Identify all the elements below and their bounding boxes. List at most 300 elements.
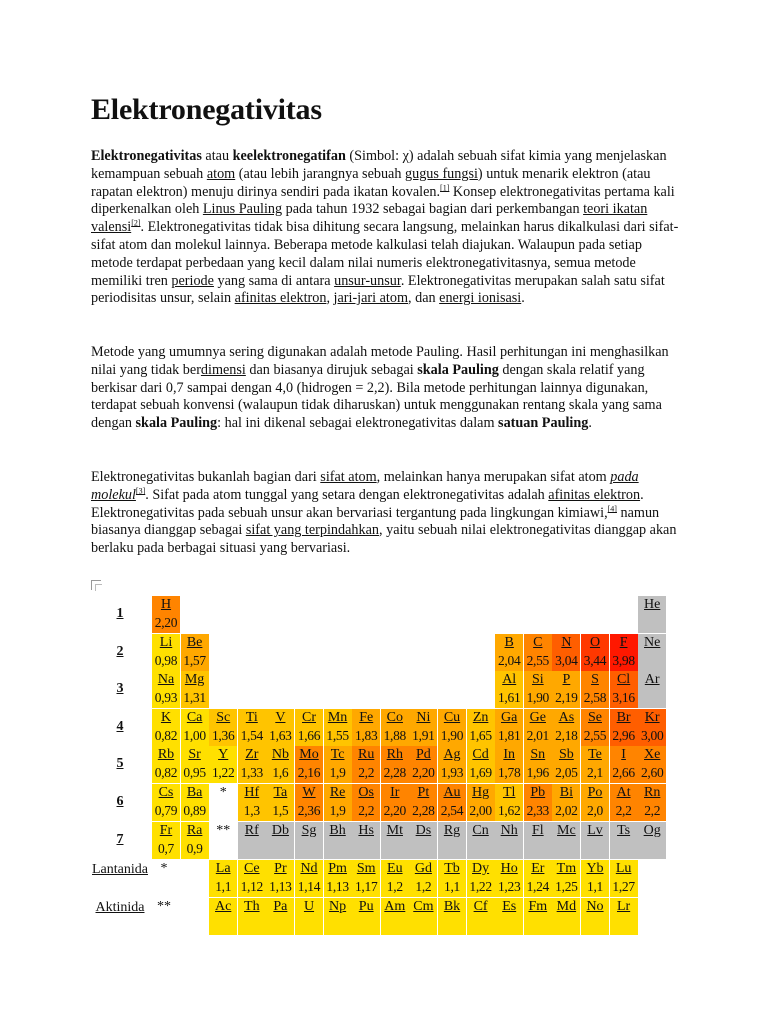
electronegativity-value: 1,88 — [383, 727, 407, 743]
element-cell[interactable] — [381, 784, 409, 821]
element-cell[interactable] — [610, 784, 638, 821]
link-pada-molekul[interactable]: pada molekul — [91, 469, 639, 503]
link-energi-ionisasi[interactable]: energi ionisasi — [439, 290, 522, 307]
electronegativity-value: 2,60 — [640, 765, 664, 781]
link-sifat-atom[interactable]: sifat atom — [320, 469, 377, 485]
element-symbol[interactable]: O — [589, 634, 601, 650]
element-cell[interactable] — [209, 898, 237, 935]
electronegativity-value: 2,66 — [612, 765, 635, 781]
element-cell[interactable] — [467, 860, 495, 897]
actinide-label[interactable]: Aktinida — [95, 899, 145, 915]
element-cell[interactable] — [524, 860, 552, 897]
electronegativity-value: 2,36 — [297, 803, 321, 818]
element-cell[interactable] — [610, 746, 638, 783]
element-symbol[interactable]: Ra — [186, 822, 203, 838]
element-cell[interactable] — [552, 822, 580, 859]
element-symbol[interactable]: Pd — [415, 747, 431, 763]
element-cell[interactable] — [381, 746, 409, 783]
element-cell[interactable] — [352, 784, 380, 821]
element-symbol[interactable]: No — [586, 898, 604, 914]
electronegativity-value: 1,63 — [269, 727, 292, 743]
period-label[interactable]: 2 — [116, 643, 124, 659]
text: . Elektronegativitas pada sebuah unsur akan bervariasi tergantung pada lingkungan kimiawi, — [91, 486, 644, 521]
element-symbol[interactable]: He — [644, 597, 661, 612]
element-symbol[interactable]: W — [302, 785, 316, 800]
element-symbol[interactable]: Si — [531, 672, 544, 688]
element-symbol[interactable]: Ta — [273, 785, 288, 800]
element-symbol[interactable]: Mc — [557, 822, 576, 838]
electronegativity-value: 2,00 — [469, 803, 492, 818]
element-symbol[interactable]: Tb — [444, 861, 460, 876]
element-cell[interactable] — [438, 860, 466, 897]
element-cell[interactable] — [381, 709, 409, 746]
electronegativity-value: 0,9 — [186, 840, 203, 856]
element-cell[interactable] — [295, 709, 323, 746]
element-symbol[interactable]: Ir — [390, 785, 400, 800]
element-cell[interactable] — [181, 671, 209, 708]
element-cell[interactable] — [324, 898, 352, 935]
element-symbol[interactable]: Db — [271, 822, 289, 838]
element-cell[interactable] — [209, 746, 237, 783]
element-symbol[interactable]: Dy — [472, 861, 490, 876]
link-dimensi[interactable]: dimensi — [200, 361, 246, 378]
element-cell[interactable] — [638, 596, 666, 633]
element-cell[interactable] — [409, 898, 437, 935]
element-cell[interactable] — [495, 634, 523, 671]
link-afinitas-elektron[interactable]: afinitas elektron — [234, 290, 327, 307]
electronegativity-value: 1,27 — [612, 879, 635, 894]
electronegativity-value: 2,2 — [644, 803, 661, 818]
element-symbol[interactable]: Fl — [531, 822, 544, 838]
element-symbol[interactable]: Np — [329, 898, 347, 914]
element-symbol[interactable]: Ar — [644, 672, 660, 688]
element-cell[interactable] — [495, 671, 523, 708]
electronegativity-value: 1,24 — [526, 879, 550, 894]
element-cell[interactable] — [438, 784, 466, 821]
element-cell[interactable] — [552, 671, 580, 708]
element-cell[interactable] — [181, 822, 209, 859]
element-cell[interactable] — [610, 898, 638, 935]
element-cell[interactable] — [152, 596, 180, 633]
element-cell[interactable] — [467, 898, 495, 935]
bold-term: skala Pauling — [417, 361, 499, 378]
element-symbol[interactable]: I — [621, 747, 626, 763]
element-symbol[interactable]: Sc — [216, 709, 231, 725]
element-cell[interactable] — [495, 898, 523, 935]
element-cell[interactable] — [409, 746, 437, 783]
lanthanide-label[interactable]: Lantanida — [92, 862, 148, 877]
element-cell[interactable] — [409, 822, 437, 859]
table-toggle-icon[interactable] — [91, 580, 101, 590]
element-symbol[interactable]: Sg — [301, 822, 317, 838]
electronegativity-value: 1,13 — [326, 879, 349, 894]
electronegativity-value: 2,04 — [497, 652, 521, 668]
element-cell[interactable] — [581, 822, 609, 859]
element-symbol[interactable]: F — [619, 634, 628, 650]
element-cell[interactable] — [152, 709, 180, 746]
element-cell[interactable] — [295, 784, 323, 821]
element-symbol[interactable]: In — [503, 747, 516, 763]
element-symbol[interactable]: Mo — [299, 747, 319, 763]
element-symbol[interactable]: Th — [244, 898, 260, 914]
electronegativity-value: 1,12 — [240, 879, 264, 894]
element-cell[interactable] — [638, 784, 666, 821]
element-cell[interactable] — [495, 709, 523, 746]
element-symbol[interactable]: Hf — [244, 785, 260, 800]
element-symbol[interactable]: Ge — [529, 709, 546, 725]
element-symbol[interactable]: Ti — [245, 709, 258, 725]
element-symbol[interactable]: Md — [556, 898, 577, 914]
element-cell[interactable] — [409, 860, 437, 897]
period-label[interactable]: 6 — [116, 794, 124, 809]
element-symbol[interactable]: Nh — [500, 822, 518, 838]
element-symbol[interactable]: Cr — [302, 709, 316, 725]
element-symbol[interactable]: Cl — [616, 672, 631, 688]
period-label[interactable]: 5 — [116, 756, 124, 772]
element-cell[interactable] — [238, 746, 266, 783]
electronegativity-value: 2,1 — [587, 765, 603, 781]
electronegativity-value: 1,1 — [444, 879, 460, 894]
electronegativity-value: 0,95 — [183, 765, 206, 781]
element-symbol[interactable]: Nd — [300, 861, 318, 876]
element-symbol[interactable]: Bi — [559, 785, 573, 800]
element-cell[interactable] — [352, 898, 380, 935]
element-cell[interactable] — [610, 822, 638, 859]
element-cell[interactable] — [152, 822, 180, 859]
element-symbol[interactable]: Fm — [528, 898, 548, 914]
element-cell[interactable] — [638, 634, 666, 671]
element-cell[interactable] — [438, 746, 466, 783]
period-label[interactable]: 7 — [116, 831, 124, 847]
element-symbol[interactable]: Zr — [245, 747, 259, 763]
element-cell[interactable] — [581, 634, 609, 671]
element-cell[interactable] — [438, 898, 466, 935]
element-cell[interactable] — [610, 671, 638, 708]
element-symbol[interactable]: Fe — [359, 709, 374, 725]
element-cell[interactable] — [552, 634, 580, 671]
element-cell[interactable] — [610, 709, 638, 746]
element-cell[interactable] — [152, 746, 180, 783]
element-cell[interactable] — [181, 634, 209, 671]
element-symbol[interactable]: C — [533, 634, 543, 650]
element-symbol[interactable]: Hg — [472, 785, 490, 800]
element-symbol[interactable]: Mn — [327, 709, 348, 725]
element-cell[interactable] — [152, 634, 180, 671]
element-symbol[interactable]: H — [160, 597, 172, 612]
element-cell[interactable] — [324, 860, 352, 897]
element-symbol[interactable]: N — [561, 634, 572, 650]
element-cell[interactable] — [381, 822, 409, 859]
element-symbol[interactable]: Cd — [472, 747, 489, 763]
electronegativity-value: 1,13 — [269, 879, 292, 894]
element-symbol[interactable]: Rg — [443, 822, 461, 838]
reference-link[interactable]: [3] — [135, 486, 146, 496]
element-cell[interactable] — [524, 709, 552, 746]
link-linus-pauling[interactable]: Linus Pauling — [202, 201, 283, 218]
element-symbol[interactable]: Se — [588, 709, 602, 725]
element-symbol[interactable]: Ho — [500, 861, 518, 876]
element-symbol[interactable]: Ga — [501, 709, 518, 725]
element-symbol[interactable]: Na — [157, 672, 175, 688]
element-symbol[interactable]: Ni — [416, 709, 431, 725]
element-cell[interactable] — [266, 746, 294, 783]
electronegativity-value: 0,98 — [154, 652, 178, 668]
element-cell[interactable] — [266, 709, 294, 746]
element-cell[interactable] — [324, 822, 352, 859]
electronegativity-value: 1,90 — [440, 727, 464, 743]
element-cell[interactable] — [352, 860, 380, 897]
element-cell[interactable] — [581, 709, 609, 746]
link-sifat-yang-terpindahkan[interactable]: sifat yang terpindahkan — [245, 522, 379, 539]
element-symbol[interactable]: Tc — [330, 747, 345, 763]
element-symbol[interactable]: U — [303, 898, 315, 914]
element-symbol[interactable]: As — [558, 709, 575, 725]
element-symbol[interactable]: Zn — [472, 709, 489, 725]
element-symbol[interactable]: Al — [502, 672, 517, 688]
electronegativity-value: 1,93 — [440, 765, 464, 781]
element-symbol[interactable]: Ds — [415, 822, 432, 838]
element-symbol[interactable]: Sn — [530, 747, 546, 763]
element-symbol[interactable]: Rf — [244, 822, 259, 838]
element-cell[interactable] — [467, 709, 495, 746]
link-periode[interactable]: periode — [171, 272, 214, 289]
element-cell[interactable] — [638, 709, 666, 746]
element-symbol[interactable]: K — [160, 709, 172, 725]
element-symbol[interactable]: Kr — [644, 709, 660, 725]
element-cell[interactable] — [352, 709, 380, 746]
element-symbol[interactable]: Og — [643, 822, 661, 838]
element-symbol[interactable]: B — [504, 634, 514, 650]
link-teori-ikatan-valensi[interactable]: teori ikatan valensi — [91, 201, 648, 236]
bold-term: skala Pauling — [135, 415, 218, 432]
element-cell[interactable] — [495, 822, 523, 859]
element-symbol[interactable]: Bk — [443, 898, 461, 914]
element-symbol[interactable]: Xe — [644, 747, 661, 763]
element-symbol[interactable]: Bh — [329, 822, 346, 838]
reference-link[interactable]: [1] — [440, 182, 450, 192]
text: , — [326, 290, 334, 307]
link-afinitas-elektron[interactable]: afinitas elektron — [548, 486, 641, 503]
element-symbol[interactable]: P — [562, 672, 571, 688]
element-symbol[interactable]: Rb — [157, 747, 175, 763]
element-cell[interactable] — [295, 860, 323, 897]
element-symbol[interactable]: Gd — [414, 861, 432, 876]
text: dengan skala relatif yang berkisar dari 0,7 sampai dengan 4,0 (hidrogen = 2,2). Bila metode perhitungan lainnya digunakan, terdapat sebuah konvensi (walaupun tidak diharuskan) untuk menggunakan rentang skala yang sama dengan — [91, 361, 662, 432]
element-symbol[interactable]: Pt — [417, 785, 430, 800]
element-symbol[interactable]: Tm — [556, 861, 577, 876]
link-jari-jari-atom[interactable]: jari-jari atom — [333, 290, 408, 307]
element-cell[interactable] — [238, 784, 266, 821]
element-symbol[interactable]: Pm — [328, 861, 347, 876]
element-symbol[interactable]: Yb — [586, 861, 604, 876]
element-cell[interactable] — [295, 746, 323, 783]
element-symbol[interactable]: Es — [502, 898, 517, 914]
element-symbol[interactable]: Ne — [644, 634, 661, 650]
link-gugus-fungsi[interactable]: gugus fungsi — [405, 165, 478, 182]
element-symbol[interactable]: Po — [587, 785, 603, 800]
element-symbol[interactable]: Te — [588, 747, 602, 763]
element-cell[interactable] — [524, 784, 552, 821]
element-cell[interactable] — [324, 784, 352, 821]
element-cell[interactable] — [467, 822, 495, 859]
period-label[interactable]: 4 — [116, 718, 124, 734]
element-cell[interactable] — [438, 709, 466, 746]
element-cell[interactable] — [552, 709, 580, 746]
element-cell[interactable] — [381, 898, 409, 935]
element-symbol[interactable]: Ca — [186, 709, 203, 725]
element-cell[interactable] — [295, 898, 323, 935]
element-cell[interactable] — [552, 860, 580, 897]
element-symbol[interactable]: Rh — [386, 747, 403, 763]
element-symbol[interactable]: S — [591, 672, 599, 688]
element-symbol[interactable]: Lv — [587, 822, 603, 838]
element-symbol[interactable]: Rn — [644, 785, 661, 800]
element-cell[interactable] — [266, 898, 294, 935]
element-cell[interactable] — [238, 898, 266, 935]
link-atom[interactable]: atom — [206, 165, 236, 182]
element-symbol[interactable]: Am — [384, 898, 406, 914]
reference-link[interactable]: [2] — [131, 218, 141, 228]
period-label[interactable]: 1 — [116, 606, 124, 621]
element-cell[interactable] — [266, 860, 294, 897]
element-symbol[interactable]: Mg — [184, 672, 205, 688]
element-cell[interactable] — [638, 746, 666, 783]
electronegativity-value: 1,1 — [587, 879, 603, 894]
element-symbol[interactable]: Lu — [615, 861, 632, 876]
element-symbol[interactable]: Cs — [158, 785, 174, 800]
element-cell[interactable] — [524, 822, 552, 859]
electronegativity-value: 2,58 — [583, 690, 607, 706]
element-cell[interactable] — [181, 709, 209, 746]
element-cell[interactable] — [581, 746, 609, 783]
element-symbol[interactable]: Ts — [617, 822, 631, 838]
element-symbol[interactable]: Li — [159, 634, 173, 650]
asterisk-marker: * — [160, 861, 168, 876]
element-symbol[interactable]: Lr — [616, 898, 631, 914]
element-symbol[interactable]: Sr — [188, 747, 201, 763]
element-cell[interactable] — [181, 784, 209, 821]
element-symbol[interactable]: Au — [443, 785, 461, 800]
element-symbol[interactable]: Br — [616, 709, 631, 725]
element-cell[interactable] — [238, 860, 266, 897]
element-symbol[interactable]: Be — [186, 634, 203, 650]
element-cell[interactable] — [324, 709, 352, 746]
element-cell[interactable] — [638, 671, 666, 708]
element-symbol[interactable]: At — [616, 785, 631, 800]
element-symbol[interactable]: Os — [358, 785, 374, 800]
element-symbol[interactable]: Nb — [271, 747, 289, 763]
element-symbol[interactable]: Fr — [159, 822, 173, 838]
element-symbol[interactable]: Re — [329, 785, 346, 800]
element-symbol[interactable]: Er — [531, 861, 545, 876]
element-cell[interactable] — [610, 860, 638, 897]
element-symbol[interactable]: Cn — [472, 822, 489, 838]
element-symbol[interactable]: Y — [218, 747, 229, 763]
element-symbol[interactable]: Ru — [358, 747, 375, 763]
element-symbol[interactable]: Cu — [443, 709, 461, 725]
element-symbol[interactable]: Pu — [358, 898, 374, 914]
electronegativity-value: 1,81 — [497, 727, 521, 743]
element-symbol[interactable]: Sm — [356, 861, 376, 876]
element-cell[interactable] — [495, 746, 523, 783]
text: dan biasanya dirujuk sebagai — [245, 361, 418, 378]
element-cell[interactable] — [495, 860, 523, 897]
element-cell[interactable] — [409, 784, 437, 821]
element-cell[interactable] — [552, 898, 580, 935]
element-cell[interactable] — [152, 671, 180, 708]
element-cell[interactable] — [552, 746, 580, 783]
element-symbol[interactable]: V — [275, 709, 286, 725]
element-cell[interactable] — [552, 784, 580, 821]
element-cell[interactable] — [238, 709, 266, 746]
period-label[interactable]: 3 — [116, 681, 124, 697]
element-symbol[interactable]: Cf — [473, 898, 488, 914]
element-cell[interactable] — [638, 822, 666, 859]
element-symbol[interactable]: Tl — [502, 785, 516, 800]
element-cell[interactable] — [381, 860, 409, 897]
element-cell[interactable] — [209, 709, 237, 746]
element-cell[interactable] — [209, 860, 237, 897]
element-cell[interactable] — [266, 822, 294, 859]
element-cell[interactable] — [152, 784, 180, 821]
asterisk-marker: ** — [157, 898, 171, 914]
reference-link[interactable]: [4] — [607, 503, 617, 513]
electronegativity-value: 2,33 — [526, 803, 550, 818]
element-cell[interactable] — [467, 746, 495, 783]
element-symbol[interactable]: Pr — [274, 861, 287, 876]
element-symbol[interactable]: Ce — [244, 861, 260, 876]
element-symbol[interactable]: Ba — [186, 785, 203, 800]
element-cell[interactable] — [524, 898, 552, 935]
element-cell[interactable] — [524, 634, 552, 671]
element-cell[interactable] — [409, 709, 437, 746]
element-symbol[interactable]: Pa — [273, 898, 288, 914]
element-cell[interactable] — [352, 746, 380, 783]
electronegativity-value: 1,3 — [243, 803, 260, 818]
element-cell[interactable] — [581, 860, 609, 897]
reference-1 — [440, 183, 449, 192]
element-cell[interactable] — [295, 822, 323, 859]
element-cell[interactable] — [581, 898, 609, 935]
element-symbol[interactable]: Pb — [530, 785, 546, 800]
element-cell[interactable] — [581, 671, 609, 708]
element-cell[interactable] — [266, 784, 294, 821]
element-cell[interactable] — [324, 746, 352, 783]
element-cell[interactable] — [352, 822, 380, 859]
element-symbol[interactable]: Co — [386, 709, 403, 725]
element-symbol[interactable]: Mt — [386, 822, 403, 838]
element-cell[interactable] — [181, 746, 209, 783]
element-symbol[interactable]: Ag — [443, 747, 461, 763]
element-cell[interactable] — [467, 784, 495, 821]
element-cell[interactable] — [524, 746, 552, 783]
electronegativity-value: 1,31 — [183, 690, 206, 706]
link-unsur-unsur[interactable]: unsur-unsur — [334, 272, 401, 289]
element-cell[interactable] — [610, 634, 638, 671]
element-cell[interactable] — [495, 784, 523, 821]
element-cell[interactable] — [581, 784, 609, 821]
element-symbol[interactable]: Hs — [358, 822, 374, 838]
electronegativity-value: 1,22 — [469, 879, 492, 894]
element-symbol[interactable]: Sb — [558, 747, 574, 763]
element-cell[interactable] — [524, 671, 552, 708]
element-cell[interactable] — [438, 822, 466, 859]
element-symbol[interactable]: Eu — [387, 861, 403, 876]
element-cell[interactable] — [238, 822, 266, 859]
element-symbol[interactable]: Cm — [413, 898, 434, 914]
element-symbol[interactable]: La — [215, 861, 231, 876]
element-symbol[interactable]: Ac — [215, 898, 232, 914]
